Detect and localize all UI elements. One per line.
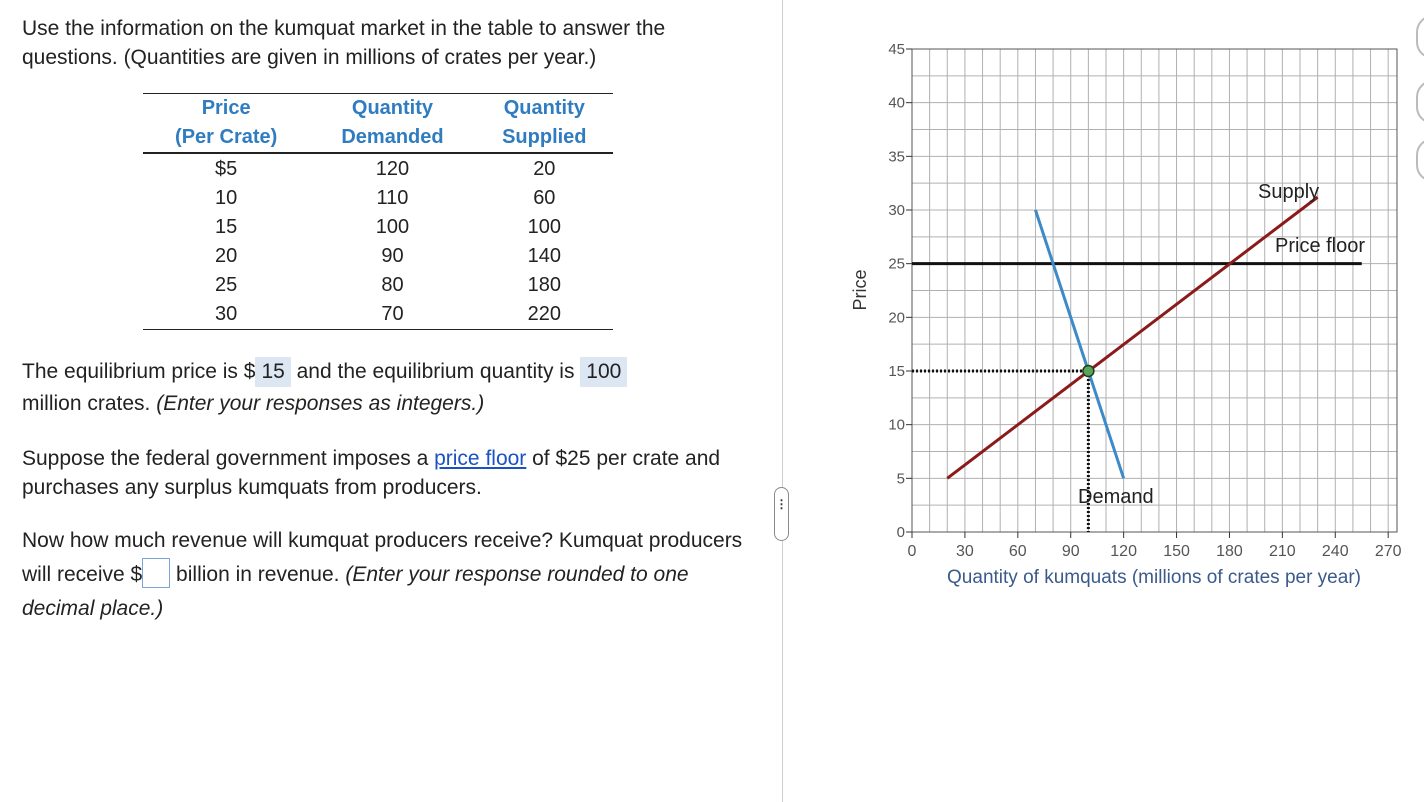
x-tick-label: 30 bbox=[956, 543, 974, 560]
supply-label: Supply bbox=[1258, 181, 1320, 203]
x-tick-label: 0 bbox=[907, 543, 917, 560]
header-quantity-supplied: Quantity Supplied bbox=[502, 97, 587, 148]
y-tick-label: 15 bbox=[888, 363, 905, 380]
cell: 100 bbox=[527, 216, 561, 238]
x-tick-label: 210 bbox=[1269, 543, 1296, 560]
price-floor-link[interactable]: price floor bbox=[434, 447, 527, 470]
cell: 180 bbox=[527, 274, 561, 296]
y-axis-label: Price bbox=[850, 269, 870, 311]
equilibrium-point bbox=[1083, 366, 1094, 377]
x-tick-label: 120 bbox=[1110, 543, 1137, 560]
y-tick-label: 45 bbox=[888, 41, 905, 58]
intro-text: Use the information on the kumquat market in the table to answer the questions. (Quantities are given in millions of crates per year.) bbox=[22, 17, 666, 69]
demand-label: Demand bbox=[1078, 486, 1154, 508]
equilibrium-text: and the equilibrium quantity is bbox=[290, 360, 581, 383]
x-tick-label: 60 bbox=[1008, 543, 1027, 560]
supply-line bbox=[947, 197, 1317, 478]
cell: 140 bbox=[527, 245, 561, 267]
floor-text: Suppose the federal government imposes a bbox=[22, 447, 435, 470]
x-tick-label: 150 bbox=[1163, 543, 1190, 560]
cell: 25 bbox=[215, 274, 238, 296]
floor-text: of $25 per crate and purchases any surplus kumquats from producers. bbox=[22, 447, 721, 499]
cell: 60 bbox=[533, 187, 556, 209]
cell: 70 bbox=[381, 303, 404, 325]
cell: 80 bbox=[381, 274, 404, 296]
cell: 110 bbox=[376, 187, 409, 209]
cell: 20 bbox=[533, 158, 556, 180]
instruction-text: (Enter your responses as integers.) bbox=[156, 392, 485, 415]
y-tick-label: 10 bbox=[888, 416, 905, 434]
x-tick-label: 240 bbox=[1321, 543, 1349, 560]
cell: 220 bbox=[527, 303, 561, 325]
y-tick-label: 25 bbox=[888, 255, 905, 273]
y-tick-label: 30 bbox=[888, 202, 905, 219]
cell: 15 bbox=[215, 216, 238, 238]
equilibrium-price-answer[interactable]: 15 bbox=[255, 357, 290, 387]
cell: 90 bbox=[381, 245, 404, 267]
equilibrium-text: million crates. bbox=[22, 392, 157, 415]
cell: 100 bbox=[375, 216, 410, 238]
x-tick-label: 270 bbox=[1374, 543, 1402, 560]
divider-handle[interactable]: ⋮ bbox=[774, 487, 789, 541]
revenue-text: billion in revenue. bbox=[170, 563, 346, 586]
cell: 10 bbox=[215, 187, 238, 209]
equilibrium-text: The equilibrium price is $ bbox=[22, 360, 256, 383]
x-tick-label: 90 bbox=[1061, 543, 1080, 560]
y-tick-label: 0 bbox=[896, 524, 905, 541]
equilibrium-quantity-answer[interactable]: 100 bbox=[580, 357, 627, 387]
y-tick-label: 5 bbox=[896, 470, 905, 488]
y-tick-label: 20 bbox=[888, 309, 905, 327]
x-tick-label: 180 bbox=[1216, 543, 1243, 560]
instruction-text: (Enter your response rounded to one decimal place.) bbox=[22, 563, 689, 620]
cell: $5 bbox=[215, 158, 238, 180]
x-axis-label: Quantity of kumquats (millions of crates per year) bbox=[947, 567, 1361, 588]
cell: 20 bbox=[215, 245, 238, 267]
header-quantity-demanded: Quantity Demanded bbox=[341, 97, 444, 148]
price-floor-label: Price floor bbox=[1275, 235, 1366, 257]
y-tick-label: 35 bbox=[888, 148, 905, 166]
revenue-text: Now how much revenue will kumquat producers receive? Kumquat producers will receive $ bbox=[22, 529, 743, 586]
cell: 30 bbox=[215, 303, 238, 325]
cell: 120 bbox=[375, 158, 410, 180]
header-price: Price (Per Crate) bbox=[175, 97, 278, 148]
y-tick-label: 40 bbox=[888, 94, 905, 112]
